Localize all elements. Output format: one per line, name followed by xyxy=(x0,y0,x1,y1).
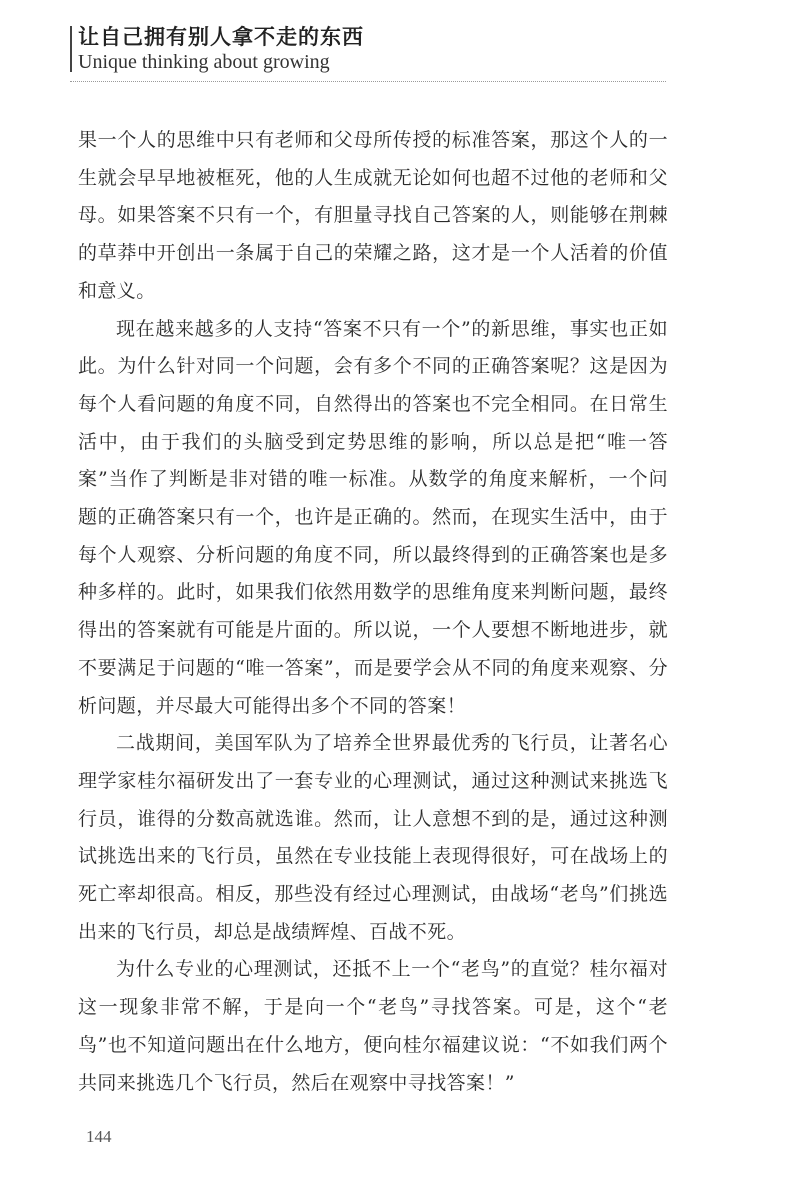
paragraph-4: 为什么专业的心理测试，还抵不上一个“老鸟”的直觉？桂尔福对这一现象非常不解，于是向一个“老鸟”寻找答案。可是，这个“老鸟”也不知道问题出在什么地方，便向桂尔福建议说：“不如我们两个共同来挑选几个飞行员，然后在观察中寻找答案！” xyxy=(78,958,668,1094)
running-header xyxy=(70,26,678,72)
body-text xyxy=(78,122,668,1102)
paragraph-1: 果一个人的思维中只有老师和父母所传授的标准答案，那这个人的一生就会早早地被框死，他的人生成就无论如何也超不过他的老师和父母。如果答案不只有一个，有胆量寻找自己答案的人，则能够在荆棘的草莽中开创出一条属于自己的荣耀之路，这才是一个人活着的价值和意义。 xyxy=(78,129,668,302)
page-number: 144 xyxy=(86,1127,112,1146)
header-title: 让自己拥有别人拿不走的东西 xyxy=(78,24,364,49)
paragraph-3: 二战期间，美国军队为了培养全世界最优秀的飞行员，让著名心理学家桂尔福研发出了一套专业的心理测试，通过这种测试来挑选飞行员，谁得的分数高就选谁。然而，让人意想不到的是，通过这种测试挑选出来的飞行员，虽然在专业技能上表现得很好，可在战场上的死亡率却很高。相反，那些没有经过心理测试，由战场“老鸟”们挑选出来的飞行员，却总是战绩辉煌、百战不死。 xyxy=(78,732,668,943)
header-divider xyxy=(70,81,666,82)
header-subtitle: Unique thinking about growing xyxy=(78,51,330,73)
paragraph-2: 现在越来越多的人支持“答案不只有一个”的新思维，事实也正如此。为什么针对同一个问题，会有多个不同的正确答案呢？这是因为每个人看问题的角度不同，自然得出的答案也不完全相同。在日常生活中，由于我们的头脑受到定势思维的影响，所以总是把“唯一答案”当作了判断是非对错的唯一标准。从数学的角度来解析，一个问题的正确答案只有一个，也许是正确的。然而，在现实生活中，由于每个人观察、分析问题的角度不同，所以最终得到的正确答案也是多种多样的。此时，如果我们依然用数学的思维角度来判断问题，最终得出的答案就有可能是片面的。所以说，一个人要想不断地进步，就不要满足于问题的“唯一答案”，而是要学会从不同的角度来观察、分析问题，并尽最大可能得出多个不同的答案！ xyxy=(78,317,668,717)
